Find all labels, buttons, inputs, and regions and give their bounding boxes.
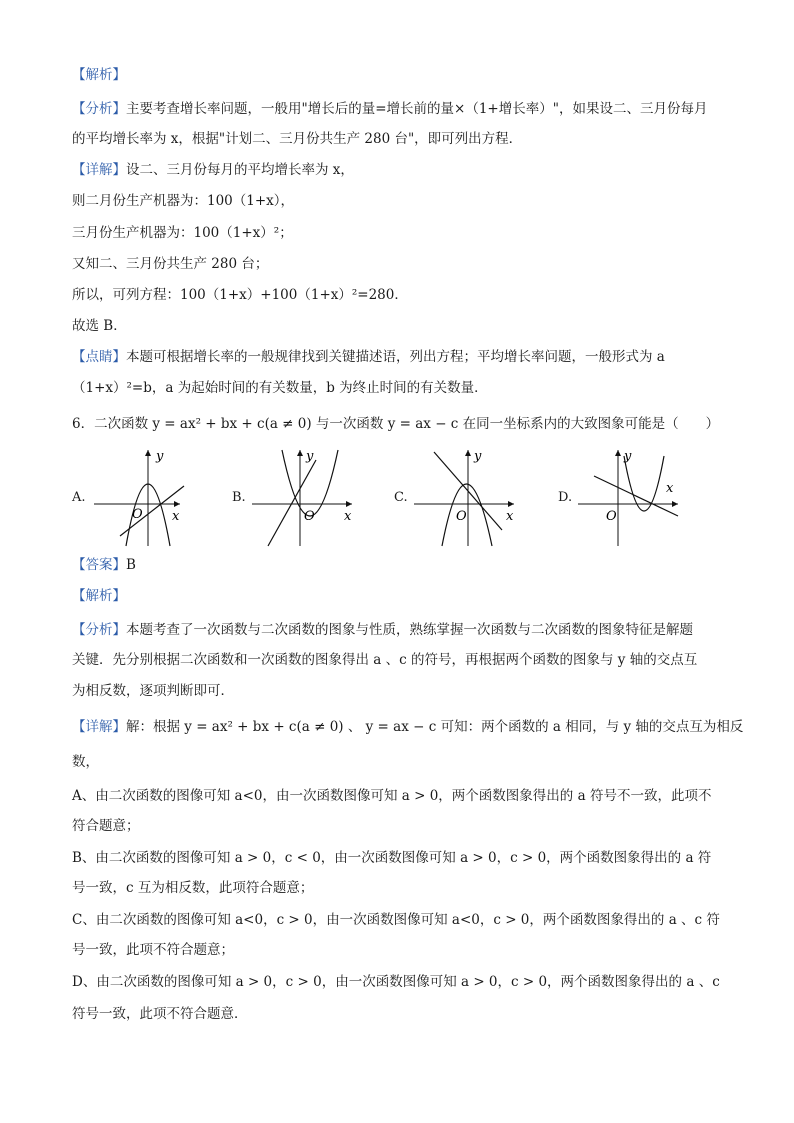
analysis-text-1: 主要考查增长率问题，一般用"增长后的量=增长前的量×（1+增长率）"，如果设二、三月份每月 [126, 101, 708, 117]
graph-d-origin: O [606, 509, 617, 524]
detail-line-3 [72, 223, 722, 243]
detail-text-3: 三月份生产机器为：100（1+x）²； [72, 225, 293, 241]
analysis-line-2 [72, 129, 722, 149]
answer-text: B [126, 557, 136, 573]
option-a-text-1: A、由二次函数的图像可知 a<0，由一次函数图像可知 a > 0，两个函数图象得出的 a 符号不一致，此项不 [72, 788, 712, 804]
graph-option-b [232, 446, 362, 550]
option-b-text-2: 号一致，c 互为相反数，此项符合题意； [72, 880, 314, 896]
option-c-text-1: C、由二次函数的图像可知 a<0，c > 0，由一次函数图像可知 a<0，c > 0，两个函数图象得出的 a 、c 符 [72, 912, 720, 928]
graph-c-x-label: x [506, 509, 514, 524]
tag-jiexi-2: 【解析】 [72, 588, 126, 604]
graph-options [72, 446, 722, 550]
option-b-line-1 [72, 848, 722, 868]
analysis2-text-3: 为相反数，逐项判断即可． [72, 683, 234, 699]
detail-line-1 [72, 160, 722, 180]
graph-a-svg [86, 446, 186, 550]
graph-d-y-label: y [624, 449, 632, 464]
graph-c-y-label: y [474, 449, 482, 464]
note-text-1: 本题可根据增长率的一般规律找到关键描述语，列出方程；平均增长率问题，一般形式为 a [126, 349, 665, 365]
graph-option-d [558, 446, 688, 550]
analysis2-line-3 [72, 681, 722, 701]
analysis2-text-2: 关键．先分别根据二次函数和一次函数的图象得出 a 、c 的符号，再根据两个函数的图象与 y 轴的交点互 [72, 652, 698, 668]
graph-label-b: B. [232, 490, 246, 505]
detail-text-5: 所以，可列方程：100（1+x）+100（1+x）²=280． [72, 287, 408, 303]
analysis-line-1 [72, 99, 722, 119]
detail-line-4 [72, 254, 722, 274]
option-a-text-2: 符合题意； [72, 818, 140, 834]
tag-dianjing: 【点睛】 [72, 349, 126, 365]
option-a-line-2 [72, 816, 722, 836]
tag-fenxi-2: 【分析】 [72, 622, 126, 638]
graph-label-c: C. [394, 490, 408, 505]
detail2-text-1: 解：根据 y = ax² + bx + c(a ≠ 0) 、 y = ax − c 可知：两个函数的 a 相同，与 y 轴的交点互为相反 [126, 719, 744, 735]
detail2-text-2: 数， [72, 754, 99, 770]
option-a-line-1 [72, 786, 722, 806]
graph-label-d: D. [558, 490, 573, 505]
graph-label-a: A. [72, 490, 86, 505]
option-b-line-2 [72, 878, 722, 898]
analysis2-line-2 [72, 650, 722, 670]
graph-d-x-label: x [666, 481, 674, 496]
note-text-2: （1+x）²=b，a 为起始时间的有关数量，b 为终止时间的有关数量． [72, 380, 488, 396]
question-6-text: 6．二次函数 y = ax² + bx + c(a ≠ 0) 与一次函数 y = ax − c 在同一坐标系内的大致图象可能是（ ） [72, 416, 720, 432]
option-d-text-2: 符号一致，此项不符合题意． [72, 1006, 248, 1022]
option-d-line-2 [72, 1004, 722, 1024]
detail-line-2 [72, 191, 722, 211]
section-heading-jiexi [72, 65, 722, 85]
tag-fenxi: 【分析】 [72, 101, 126, 117]
graph-c-svg [408, 446, 520, 550]
question-6 [72, 414, 722, 434]
option-d-line-1 [72, 972, 722, 992]
tag-daan: 【答案】 [72, 557, 126, 573]
graph-d-svg [572, 446, 684, 550]
option-c-line-1 [72, 910, 722, 930]
graph-b-svg [246, 446, 358, 550]
graph-a-y-label: y [156, 449, 164, 464]
graph-a-origin: O [132, 507, 143, 522]
detail-text-2: 则二月份生产机器为：100（1+x）， [72, 193, 295, 209]
answer-line [72, 555, 722, 575]
detail2-line-2 [72, 752, 722, 772]
graph-c-origin: O [456, 509, 467, 524]
analysis-text-2: 的平均增长率为 x，根据"计划二、三月份共生产 280 台"，即可列出方程． [72, 131, 523, 147]
graph-b-origin: O [304, 509, 315, 524]
detail-text-6: 故选 B． [72, 318, 127, 334]
note-line-1 [72, 347, 722, 367]
graph-option-a [72, 446, 202, 550]
detail2-line-1 [72, 717, 744, 737]
graph-a-x-label: x [172, 509, 180, 524]
detail-text-4: 又知二、三月份共生产 280 台； [72, 256, 269, 272]
graph-option-c [394, 446, 524, 550]
option-b-text-1: B、由二次函数的图像可知 a > 0，c < 0，由一次函数图像可知 a > 0，c > 0，两个函数图象得出的 a 符 [72, 850, 712, 866]
option-d-text-1: D、由二次函数的图像可知 a > 0，c > 0，由一次函数图像可知 a > 0，c > 0，两个函数图象得出的 a 、c [72, 974, 720, 990]
tag-xiangjie: 【详解】 [72, 162, 126, 178]
detail-text-1: 设二、三月份每月的平均增长率为 x， [126, 162, 354, 178]
section-heading-jiexi-2 [72, 586, 722, 606]
tag-jiexi: 【解析】 [72, 67, 126, 83]
graph-b-x-label: x [344, 509, 352, 524]
option-c-text-2: 号一致，此项不符合题意； [72, 942, 234, 958]
tag-xiangjie-2: 【详解】 [72, 719, 126, 735]
option-c-line-2 [72, 940, 722, 960]
graph-b-y-label: y [306, 449, 314, 464]
analysis2-text-1: 本题考查了一次函数与二次函数的图象与性质，熟练掌握一次函数与二次函数的图象特征是解题 [126, 622, 693, 638]
detail-line-6 [72, 316, 722, 336]
detail-line-5 [72, 285, 722, 305]
note-line-2 [72, 378, 722, 398]
analysis2-line-1 [72, 620, 722, 640]
